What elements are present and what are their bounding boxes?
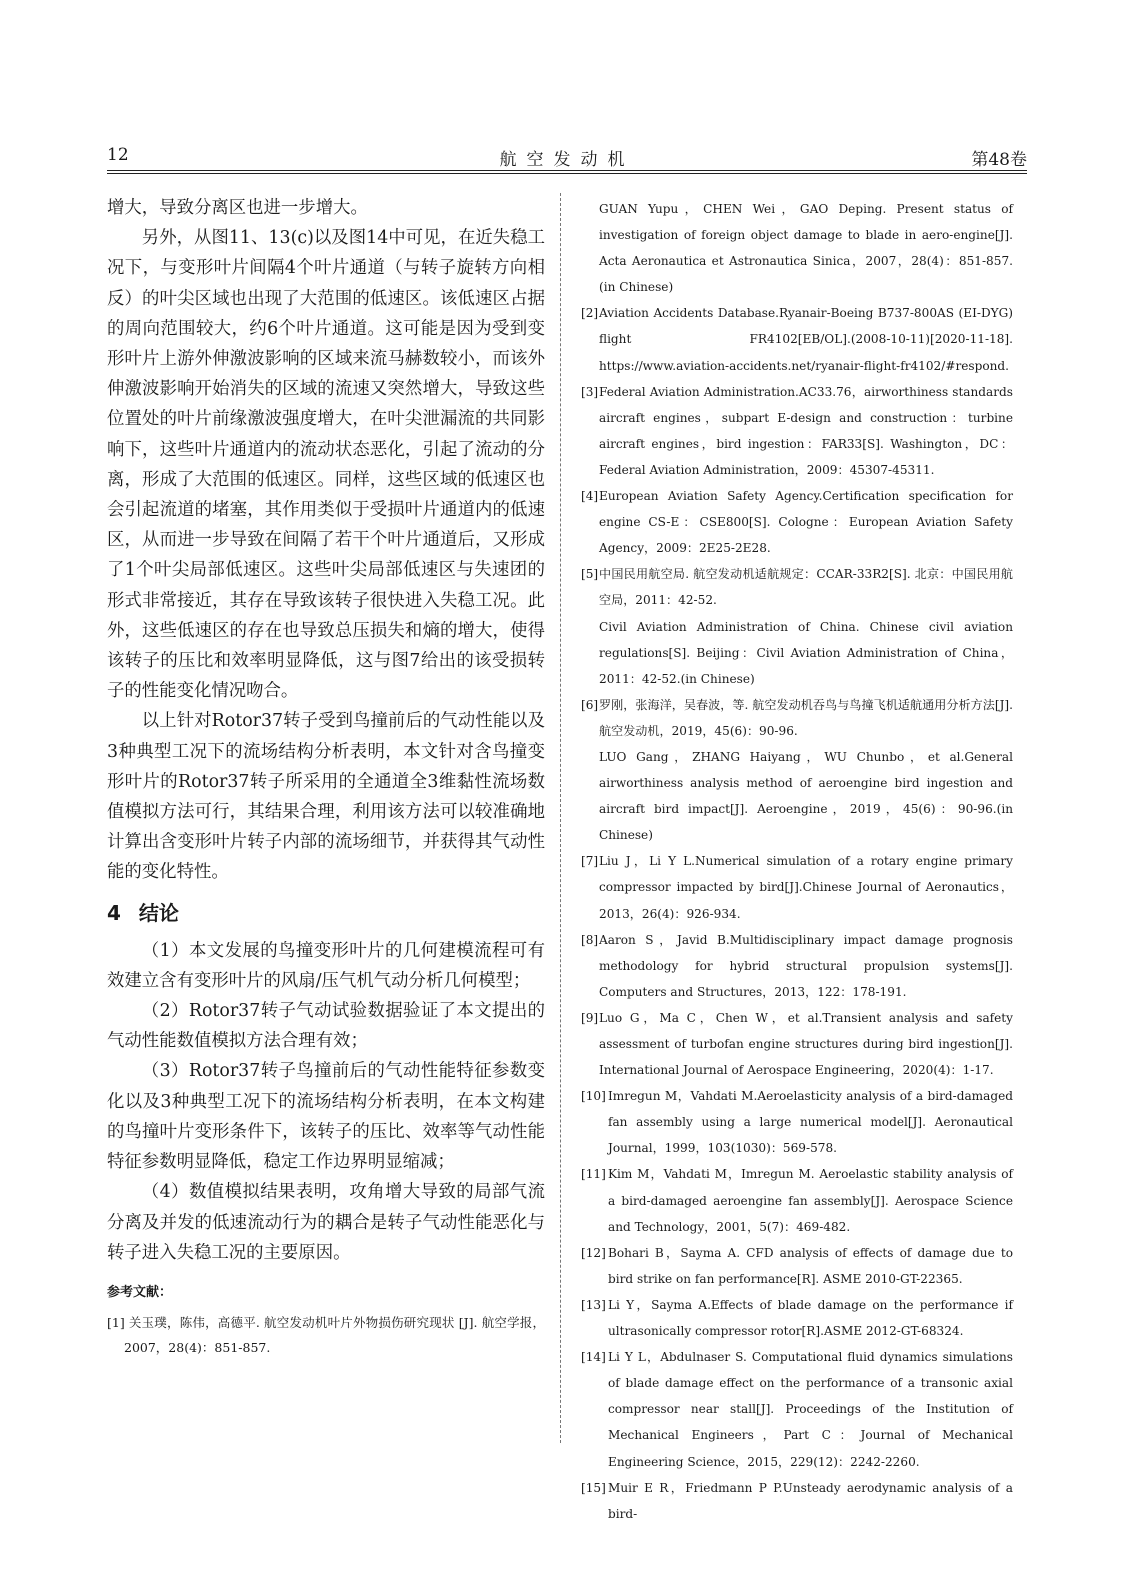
reference-item [581,561,1013,691]
page-number: 12 [107,145,129,165]
reference-main: Muir E R，Friedmann P P.Unsteady aerodynamic analysis of a bird- [608,1480,1013,1521]
header-rule [107,173,1027,174]
reference-main: Aaron S，Javid B.Multidisciplinary impact damage prognosis methodology for hybrid structural propulsion systems[J]. Computers and Structures，2013，122：178-191. [599,932,1013,999]
conclusion-item: （4）数值模拟结果表明，攻角增大导致的局部气流分离及并发的低速流动行为的耦合是转子气动性能恶化与转子进入失稳工况的主要原因。 [107,1182,545,1263]
reference-label: [6] [581,697,599,712]
reference-text [608,1240,1013,1292]
column-divider [560,193,561,1443]
reference-item [581,1240,1013,1292]
reference-item [581,927,1013,1005]
reference-item [581,1292,1013,1344]
reference-label: [15] [581,1480,606,1495]
reference-translation: LUO Gang，ZHANG Haiyang，WU Chunbo，et al.General airworthiness analysis method of aeroengine bird ingestion and aircraft bird impact[J]. Aeroengine，2019，45(6)：90-96.(in Chinese) [599,749,1013,843]
reference-item [581,1344,1013,1474]
left-column [107,193,545,1360]
body-paragraph: 另外，从图11、13(c)以及图14中可见，在近失稳工况下，与变形叶片间隔4个叶片通道（与转子旋转方向相反）的叶尖区域也出现了大范围的低速区。该低速区占据的周向范围较大，约6个叶片通道。这可能是因为受到变形叶片上游外伸激波影响的区域来流马赫数较小，而该外伸激波影响开始消失的区域的流速又突然增大，导致这些位置处的叶片前缘激波强度增大，在叶尖泄漏流的共同影响下，这些叶片通道内的流动状态恶化，引起了流动的分离，形成了大范围的低速区。同样，这些区域的低速区也会引起流道的堵塞，其作用类似于受损叶片通道内的低速区，从而进一步导致在间隔了若干个叶片通道后，又形成了1个叶尖局部低速区。这些叶尖局部低速区与失速团的形式非常接近，其存在导致该转子很快进入失稳工况。此外，这些低速区的存在也导致总压损失和熵的增大，使得该转子的压比和效率明显降低，这与图7给出的该受损转子的性能变化情况吻合。 [107,228,545,702]
reference-translation: Civil Aviation Administration of China. Chinese civil aviation regulations[S]. Beijing：Civil Aviation Administration of China，2011：42-52.(in Chinese) [599,619,1013,686]
conclusion-item: （3）Rotor37转子鸟撞前后的气动性能特征参数变化以及3种典型工况下的流场结构分析表明，在本文构建的鸟撞叶片变形条件下，该转子的压比、效率等气动性能特征参数明显降低，稳定工作边界明显缩减； [107,1061,545,1173]
reference-text [599,692,1013,849]
reference-label: [11] [581,1167,606,1182]
conclusion-list [107,936,545,1268]
reference-text [599,561,1013,691]
reference-label: [5] [581,567,599,582]
reference-label: [9] [581,1010,599,1025]
reference-text [599,848,1013,926]
body-paragraphs [107,193,545,888]
section-number: 4 [107,900,121,925]
conclusion-item: （2）Rotor37转子气动试验数据验证了本文提出的气动性能数值模拟方法合理有效； [107,1001,545,1052]
reference-text [599,927,1013,1005]
reference-main: Luo G，Ma C，Chen W，et al.Transient analysis and safety assessment of turbofan engine structures during bird ingestion[J]. International Journal of Aerospace Engineering，2020(4)：1-17. [599,1010,1013,1078]
body-paragraph: 以上针对Rotor37转子受到鸟撞前后的气动性能以及3种典型工况下的流场结构分析表明，本文针对含鸟撞变形叶片的Rotor37转子所采用的全通道全3维黏性流场数值模拟方法可行，其结果合理，利用该方法可以较准确地计算出含变形叶片转子内部的流场细节，并获得其气动性能的变化特性。 [107,711,545,883]
reference-main: Li Y L，Abdulnaser S. Computational fluid dynamics simulations of blade damage effect on the performance of a transonic axial compressor near stall[J]. Proceedings of the Institution of Mechanical Engineers，Part C：Journal of Mechanical Engineering Science，2015，229(12)：2242-2260. [608,1350,1013,1469]
reference-main: Federal Aviation Administration.AC33.76，airworthiness standards aircraft engines，subpart E-design and construction：turbine aircraft engines，bird ingestion：FAR33[S]. Washington，DC：Federal Aviation Administration，2009：45307-45311. [599,384,1013,477]
reference-label: [10] [581,1089,606,1104]
reference-label: [3] [581,384,599,399]
reference-continuation: GUAN Yupu，CHEN Wei，GAO Deping. Present status of investigation of foreign object damage to blade in aero-engine[J]. Acta Aeronautica et Astronautica Sinica，2007，28(4)：851-857.(in Chinese) [599,202,1013,295]
journal-title: 航空发动机 [499,150,635,170]
reference-item [581,692,1013,849]
body-paragraph: 增大，导致分离区也进一步增大。 [107,198,368,218]
reference-item [581,379,1013,483]
reference-label: [14] [581,1350,606,1365]
reference-text [608,1161,1013,1239]
reference-item [581,1161,1013,1239]
references-title: 参考文献： [107,1284,173,1300]
page-header [107,145,1027,171]
reference-label: [13] [581,1297,606,1312]
reference-label: [7] [581,854,599,869]
right-column [581,196,1013,1527]
reference-item [581,1475,1013,1527]
reference-label: [4] [581,489,599,504]
reference-main: Kim M，Vahdati M，Imregun M. Aeroelastic stability analysis of a bird-damaged aeroengine fan assembly[J]. Aerospace Science and Technology，2001，5(7)：469-482. [608,1167,1013,1234]
reference-text [599,483,1013,561]
reference-item [581,1083,1013,1161]
section-title: 结论 [138,900,179,925]
reference-main: 罗刚，张海洋，吴春波，等. 航空发动机吞鸟与鸟撞飞机适航通用分析方法[J]. 航空发动机，2019，45(6)：90-96. [599,697,1013,738]
reference-label: [12] [581,1245,606,1260]
reference-item: [1] 关玉璞，陈伟，高德平. 航空发动机叶片外物损伤研究现状 [J]. 航空学报，2007，28(4)：851-857. [107,1314,545,1355]
reference-label: [2] [581,306,599,321]
reference-text [608,1344,1013,1474]
reference-main: Imregun M，Vahdati M.Aeroelasticity analysis of a bird-damaged fan assembly using a large numerical model[J]. Aeronautical Journal，1999，103(1030)：569-578. [608,1089,1013,1156]
reference-item [581,483,1013,561]
reference-main: Liu J，Li Y L.Numerical simulation of a rotary engine primary compressor impacted by bird[J].Chinese Journal of Aeronautics，2013，26(4)：926-934. [599,854,1013,921]
reference-main: European Aviation Safety Agency.Certification specification for engine CS-E：CSE800[S]. Cologne：European Aviation Safety Agency，2009：2E25-2E28. [599,489,1013,556]
reference-text [599,379,1013,483]
section-heading [107,898,545,928]
reference-text [599,1005,1013,1083]
reference-text [608,1083,1013,1161]
reference-text [599,300,1013,378]
reference-text [608,1292,1013,1344]
volume-label: 第48卷 [971,150,1027,170]
conclusion-item: （1）本文发展的鸟撞变形叶片的几何建模流程可有效建立含有变形叶片的风扇/压气机气动分析几何模型； [107,940,545,991]
reference-label: [8] [581,932,599,947]
reference-item [581,848,1013,926]
reference-main: Li Y，Sayma A.Effects of blade damage on the performance if ultrasonically compressor rotor[R].ASME 2012-GT-68324. [608,1297,1013,1339]
header-rule [107,170,1027,171]
reference-main: Aviation Accidents Database.Ryanair-Boeing B737-800AS (EI-DYG) flight FR4102[EB/OL].(2008-10-11)[2020-11-18]. https://www.aviation-accidents.net/ryanair-flight-fr4102/#respond. [599,306,1013,373]
reference-list [581,300,1013,1526]
reference-main: Bohari B，Sayma A. CFD analysis of effects of damage due to bird strike on fan performance[R]. ASME 2010-GT-22365. [608,1245,1013,1286]
reference-item [581,300,1013,378]
reference-main: 中国民用航空局. 航空发动机适航规定：CCAR-33R2[S]. 北京：中国民用航空局，2011：42-52. [599,567,1013,608]
reference-text [608,1475,1013,1527]
reference-item [581,1005,1013,1083]
